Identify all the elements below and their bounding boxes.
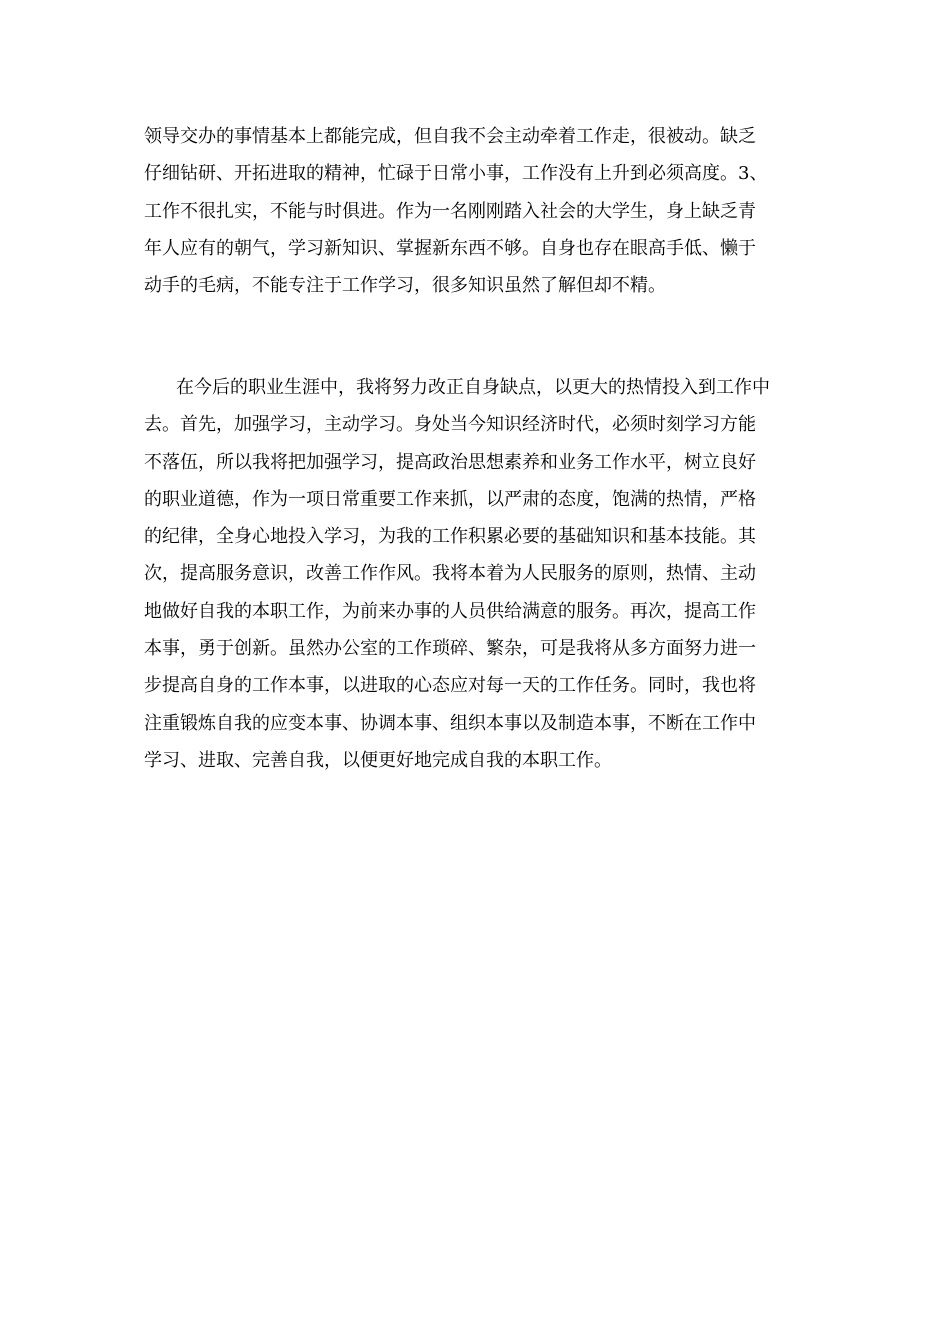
paragraph-line: 领导交办的事情基本上都能完成，但自我不会主动牵着工作走，很被动。缺乏: [144, 126, 756, 147]
paragraph-line: 工作不很扎实，不能与时俱进。作为一名刚刚踏入社会的大学生，身上缺乏青: [144, 200, 756, 222]
paragraph-line: 年人应有的朝气，学习新知识、掌握新东西不够。自身也存在眼高手低、懒于: [144, 237, 756, 259]
paragraph-line: 学习、进取、完善自我，以便更好地完成自我的本职工作。: [144, 749, 612, 771]
paragraph-line: 在今后的职业生涯中，我将努力改正自身缺点，以更大的热情投入到工作中: [176, 377, 770, 398]
paragraph-line: 不落伍，所以我将把加强学习，提高政治思想素养和业务工作水平，树立良好: [144, 451, 756, 473]
paragraph-2: [144, 369, 808, 779]
paragraph-line: 仔细钻研、开拓进取的精神，忙碌于日常小事，工作没有上升到必须高度。3、: [144, 163, 768, 185]
paragraph-line: 动手的毛病，不能专注于工作学习，很多知识虽然了解但却不精。: [144, 275, 666, 297]
paragraph-line: 的纪律，全身心地投入学习，为我的工作积累必要的基础知识和基本技能。其: [144, 526, 756, 548]
paragraph-line: 去。首先，加强学习，主动学习。身处当今知识经济时代，必须时刻学习方能: [144, 414, 756, 436]
paragraph-line: 的职业道德，作为一项日常重要工作来抓，以严肃的态度，饱满的热情，严格: [144, 488, 756, 510]
paragraph-line: 地做好自我的本职工作，为前来办事的人员供给满意的服务。再次，提高工作: [144, 600, 756, 622]
paragraph-line: 次，提高服务意识，改善工作作风。我将本着为人民服务的原则，热情、主动: [144, 563, 756, 585]
paragraph-line: 注重锻炼自我的应变本事、协调本事、组织本事以及制造本事，不断在工作中: [144, 712, 756, 734]
paragraph-line: 步提高自身的工作本事，以进取的心态应对每一天的工作任务。同时，我也将: [144, 675, 756, 697]
paragraph-line: 本事，勇于创新。虽然办公室的工作琐碎、繁杂，可是我将从多方面努力进一: [144, 638, 756, 660]
paragraph-1: [144, 118, 808, 304]
